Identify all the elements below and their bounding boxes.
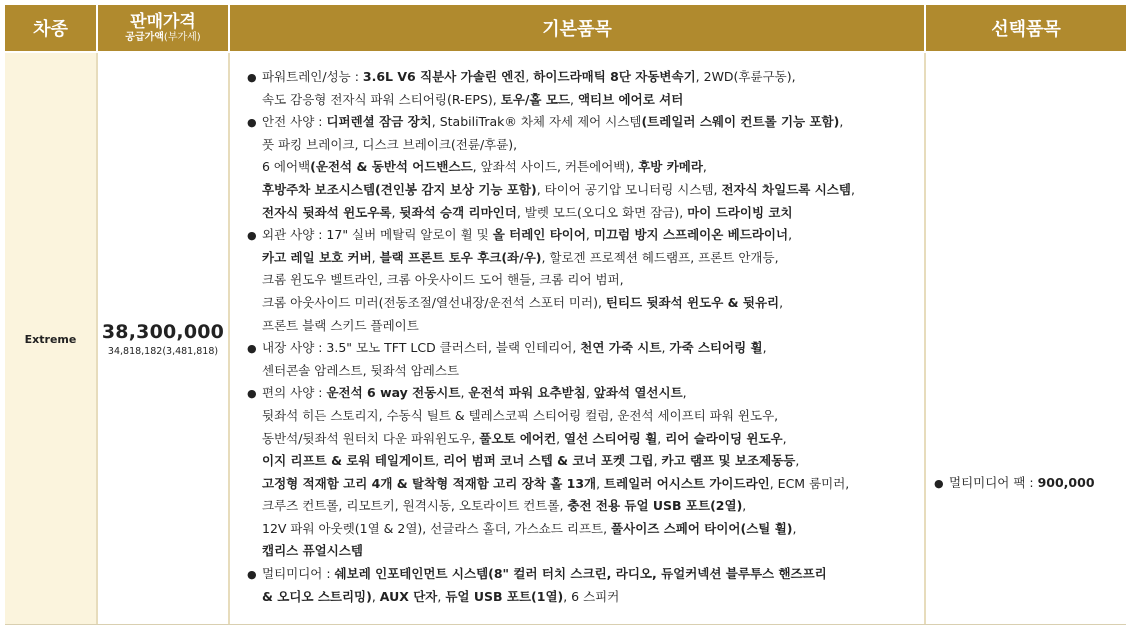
feature-text: 속도 감응형 전자식 파워 스티어링(R-EPS),: [262, 91, 501, 107]
header-standard-label: 기본품목: [542, 19, 612, 40]
feature-line: [247, 292, 923, 315]
feature-text: 뒷좌석 히든 스토리지, 수동식 틸트 & 텔레스코픽 스티어링 컬럼, 운전석 세이프티 파워 윈도우,: [262, 407, 779, 423]
header-supply-label: 공급가액: [125, 31, 164, 43]
feature-highlight: 올 터레인 타이어: [492, 227, 586, 243]
feature-text: 크롬 윈도우 벨트라인, 크롬 아웃사이드 도어 핸들, 크롬 리어 범퍼,: [262, 272, 624, 288]
table-bottom-border: [5, 624, 1126, 625]
supply-price: 34,818,182(3,481,818): [107, 346, 219, 357]
feature-highlight: 천연 가죽 시트: [580, 340, 662, 356]
feature-text: ,: [371, 588, 380, 604]
feature-highlight: 카고 레일 보호 커버: [262, 249, 372, 265]
feature-text: , StabiliTrak® 차체 자세 제어 시스템: [431, 114, 642, 130]
header-vat-label: (부가세): [163, 31, 201, 43]
feature-line: [247, 89, 923, 112]
optional-features-cell: [926, 53, 1126, 625]
feature-line: [247, 156, 923, 179]
feature-text: 6 에어백: [262, 159, 311, 175]
feature-line: [247, 134, 923, 157]
feature-highlight: 후방 카메라: [638, 159, 703, 175]
feature-line: [247, 360, 923, 383]
bullet-icon: ●: [247, 568, 257, 582]
price-cell: [98, 53, 228, 625]
feature-text: ,: [525, 69, 534, 84]
feature-highlight: 풀사이즈 스페어 타이어(스틸 휠): [611, 520, 793, 536]
feature-text: ,: [795, 453, 800, 469]
feature-highlight: 앞좌석 열선시트: [593, 385, 683, 401]
feature-text: ,: [762, 340, 767, 356]
feature-text: ,: [460, 385, 469, 401]
bullet-icon: ●: [247, 342, 257, 356]
feature-highlight: 쉐보레 인포테인먼트 시스템(8" 컬러 터치 스크린, 라디오, 듀얼커넥션 블루투스 핸즈프리: [334, 566, 827, 582]
bullet-icon: ●: [247, 71, 257, 84]
feature-line: [247, 202, 923, 225]
header-price: [98, 5, 228, 51]
feature-group-line: [247, 66, 923, 89]
feature-highlight: 블랙 프론트 토우 후크(좌/우): [379, 249, 542, 265]
feature-highlight: 트레일러 어시스트 가이드라인: [604, 475, 770, 491]
feature-text: ,: [391, 204, 400, 220]
feature-text: ,: [742, 498, 747, 514]
feature-text: ,: [437, 588, 446, 604]
trim-cell: [5, 53, 96, 625]
feature-text: ,: [653, 453, 662, 469]
feature-text: ,: [657, 430, 666, 446]
feature-line: [247, 450, 923, 473]
feature-text: 12V 파워 아웃렛(1열 & 2열), 선글라스 홀더, 가스쇼드 리프트,: [262, 520, 612, 536]
optional-item-price: 900,000: [1037, 475, 1095, 490]
feature-text: ,: [839, 114, 844, 130]
feature-text: , 앞좌석 사이드, 커튼에어백),: [472, 159, 639, 175]
feature-text: 크루즈 컨트롤, 리모트키, 원격시동, 오토라이트 컨트롤,: [262, 498, 568, 514]
price-table: [5, 5, 1126, 625]
standard-features-list: [247, 66, 923, 608]
feature-group-line: [247, 382, 923, 405]
header-optional: [926, 5, 1126, 51]
feature-line: [247, 518, 923, 541]
feature-highlight: 운전석 6 way 전동시트: [326, 385, 461, 401]
feature-text: , ECM 룸미러,: [769, 475, 850, 491]
feature-highlight: 미끄럼 방지 스프레이온 베드라이너: [593, 227, 789, 243]
feature-highlight: 후방주차 보조시스템(견인봉 감지 보상 기능 포함): [262, 181, 537, 197]
trim-name: Extreme: [24, 332, 77, 346]
feature-group-line: [247, 224, 923, 247]
feature-line: [247, 315, 923, 338]
standard-features-cell: [230, 53, 924, 625]
feature-text: ,: [792, 520, 797, 536]
feature-text: 외관 사양 : 17" 실버 메탈릭 알로이 휠 및: [262, 227, 493, 243]
feature-highlight: AUX 단자: [379, 588, 438, 604]
feature-text: 센터콘솔 암레스트, 뒷좌석 암레스트: [262, 362, 460, 378]
feature-highlight: 마이 드라이빙 코치: [687, 204, 793, 220]
feature-text: ,: [556, 430, 565, 446]
feature-line: [247, 586, 923, 609]
divider: [228, 53, 230, 625]
feature-highlight: 고정형 적재함 고리 4개 & 탈착형 적재함 고리 장착 홀 13개: [262, 475, 597, 491]
feature-line: [247, 405, 923, 428]
feature-text: ,: [371, 249, 380, 265]
feature-line: [247, 473, 923, 496]
feature-highlight: 틴티드 뒷좌석 윈도우 & 뒷유리: [605, 294, 780, 310]
feature-text: , 발렛 모드(오디오 화면 잠금),: [516, 204, 688, 220]
header-trim: [5, 5, 96, 51]
header-standard: [230, 5, 924, 51]
feature-text: , 6 스피커: [563, 588, 620, 604]
feature-text: 내장 사양 : 3.5" 모노 TFT LCD 클러스터, 블랙 인테리어,: [262, 340, 581, 356]
feature-line: [247, 540, 923, 563]
feature-highlight: 리어 슬라이딩 윈도우: [665, 430, 783, 446]
feature-text: ,: [596, 475, 605, 491]
feature-text: 풋 파킹 브레이크, 디스크 브레이크(전륜/후륜),: [262, 136, 518, 152]
feature-text: ,: [702, 159, 707, 175]
feature-text: 동반석/뒷좌석 원터치 다운 파워윈도우,: [262, 430, 480, 446]
feature-highlight: 운전석 파워 요추받침: [468, 385, 586, 401]
header-price-sub: [125, 31, 200, 44]
feature-highlight: (운전석 & 동반석 어드밴스드: [310, 159, 473, 175]
feature-highlight: 이지 리프트 & 로워 테일게이트: [262, 453, 436, 469]
feature-text: ,: [779, 294, 784, 310]
retail-price: 38,300,000: [101, 321, 225, 343]
bullet-icon: ●: [934, 477, 944, 490]
feature-text: ,: [585, 227, 594, 243]
feature-text: ,: [788, 227, 793, 243]
feature-text: 크롬 아웃사이드 미러(전동조절/열선내장/운전석 스포터 미러),: [262, 294, 606, 310]
feature-text: 파워트레인/성능 :: [262, 69, 363, 84]
feature-highlight: 충전 전용 듀얼 USB 포트(2열): [567, 498, 743, 514]
feature-text: ,: [782, 430, 787, 446]
optional-item: [934, 473, 1095, 491]
feature-highlight: 가죽 스티어링 휠: [669, 340, 763, 356]
feature-highlight: 하이드라매틱 8단 자동변속기: [533, 69, 696, 84]
feature-highlight: 듀얼 USB 포트(1열): [445, 588, 564, 604]
feature-highlight: 카고 램프 및 보조제동등: [661, 453, 796, 469]
feature-highlight: & 오디오 스트리밍): [262, 588, 372, 604]
feature-group-line: [247, 337, 923, 360]
feature-highlight: 전자식 뒷좌석 윈도우록: [262, 204, 392, 220]
header-price-label: 판매가격: [130, 11, 196, 32]
feature-highlight: (트레일러 스웨이 컨트롤 기능 포함): [641, 114, 840, 130]
feature-highlight: 전자식 차일드록 시스템: [721, 181, 851, 197]
feature-text: 편의 사양 :: [262, 385, 327, 401]
bullet-icon: ●: [247, 116, 257, 130]
feature-group-line: [247, 563, 923, 586]
header-trim-label: 차종: [33, 19, 68, 40]
divider: [96, 53, 98, 625]
feature-highlight: 디퍼렌셜 잠금 장치: [326, 114, 432, 130]
optional-item-label: 멀티미디어 팩 :: [949, 475, 1038, 490]
feature-highlight: 풀오토 에어컨: [479, 430, 557, 446]
feature-text: 안전 사양 :: [262, 114, 327, 130]
feature-line: [247, 247, 923, 270]
feature-highlight: 액티브 에어로 셔터: [577, 91, 684, 107]
feature-text: ,: [682, 385, 687, 401]
feature-text: 멀티미디어 :: [262, 566, 335, 582]
feature-group-line: [247, 111, 923, 134]
feature-text: , 2WD(후륜구동),: [695, 69, 796, 84]
feature-highlight: 리어 범퍼 코너 스텝 & 코너 포켓 그립: [443, 453, 654, 469]
feature-text: ,: [661, 340, 670, 356]
feature-text: ,: [435, 453, 444, 469]
feature-line: [247, 495, 923, 518]
feature-line: [247, 179, 923, 202]
bullet-icon: ●: [247, 229, 257, 243]
feature-text: , 타이어 공기압 모니터링 시스템,: [536, 181, 722, 197]
feature-text: ,: [570, 91, 578, 107]
feature-highlight: 뒷좌석 승객 리마인더: [399, 204, 517, 220]
feature-text: ,: [585, 385, 594, 401]
feature-text: ,: [850, 181, 855, 197]
feature-highlight: 3.6L V6 직분사 가솔린 엔진: [362, 69, 526, 84]
feature-highlight: 캡리스 퓨얼시스템: [262, 543, 363, 559]
feature-highlight: 열선 스티어링 휠: [564, 430, 658, 446]
feature-line: [247, 269, 923, 292]
divider: [924, 53, 926, 625]
header-optional-label: 선택품목: [991, 19, 1061, 40]
feature-text: 프론트 블랙 스키드 플레이트: [262, 317, 419, 333]
feature-line: [247, 428, 923, 451]
bullet-icon: ●: [247, 387, 257, 401]
feature-text: , 할로겐 프로젝션 헤드램프, 프론트 안개등,: [541, 249, 779, 265]
feature-highlight: 토우/홀 모드: [500, 91, 571, 107]
